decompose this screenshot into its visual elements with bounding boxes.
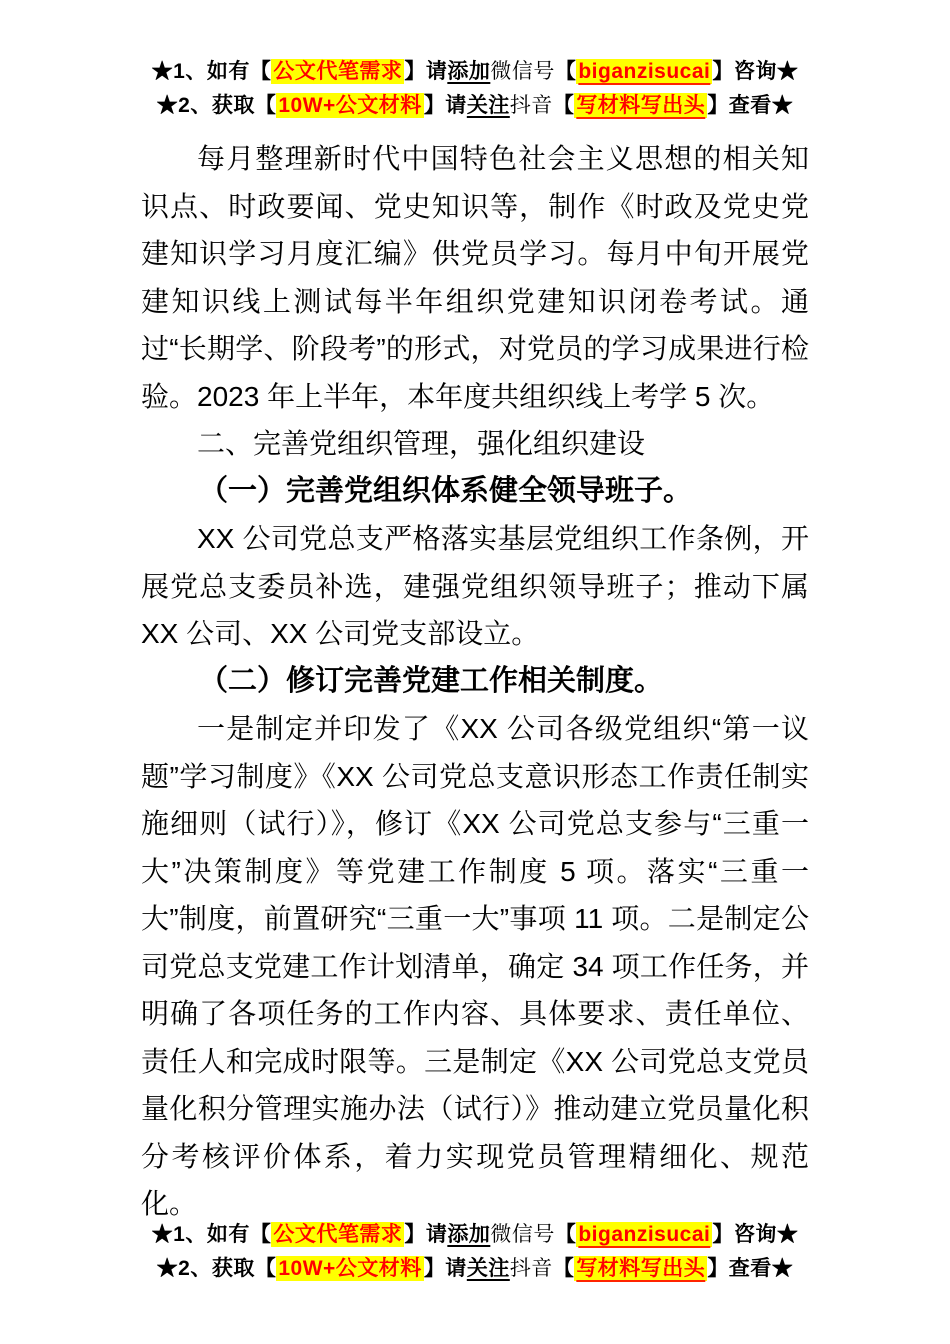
notice-segment: 添加 [447, 60, 491, 83]
section-heading-organization: 二、完善党组织管理，强化组织建设 [197, 428, 646, 459]
notice-segment: 关注 [466, 1257, 510, 1280]
notice-segment: 【 [554, 60, 577, 83]
notice-segment: ★2、获取【 [156, 1257, 277, 1280]
notice-segment: 】咨询★ [712, 60, 799, 83]
notice-segment: 【 [552, 1257, 575, 1280]
notice-segment: 】请 [423, 94, 467, 117]
notice-segment: 】请 [404, 60, 448, 83]
notice-segment: 】查看★ [707, 94, 794, 117]
notice-segment: 微信号 [490, 60, 555, 83]
subsection-heading-rules: （二）修订完善党建工作相关制度。 [199, 664, 664, 697]
notice-segment: 写材料写出头 [576, 1257, 706, 1280]
notice-segment: 关注 [466, 94, 510, 117]
subsection-heading-leadership: （一）完善党组织体系健全领导班子。 [199, 474, 693, 507]
notice-segment: ★2、获取【 [156, 94, 277, 117]
promo-footer [0, 1218, 950, 1286]
promo-header [0, 0, 950, 123]
notice-segment: 写材料写出头 [576, 94, 706, 117]
document-body [141, 135, 809, 1228]
notice-segment: 微信号 [490, 1223, 555, 1246]
notice-segment: 添加 [447, 1223, 491, 1246]
body-paragraph-leadership: XX 公司党总支严格落实基层党组织工作条例，开展党总支委员补选，建强党组织领导班子；推动下属 XX 公司、XX 公司党支部设立。 [141, 523, 809, 649]
notice-segment: 】请 [404, 1223, 448, 1246]
notice-segment: 】查看★ [707, 1257, 794, 1280]
body-paragraph-study: 每月整理新时代中国特色社会主义思想的相关知识点、时政要闻、党史知识等，制作《时政及党史党建知识学习月度汇编》供党员学习。每月中旬开展党建知识线上测试每半年组织党建知识闭卷考试。通过“长期学、阶段考”的形式，对党员的学习成果进行检验。2023 年上半年，本年度共组织线上考学 5 次。 [141, 143, 809, 412]
promo-header-line-1 [0, 55, 950, 89]
notice-segment: 公文代笔需求 [273, 60, 403, 83]
notice-segment: biganzisucai [578, 1223, 711, 1246]
notice-segment: 【 [552, 94, 575, 117]
promo-footer-line-1 [0, 1218, 950, 1252]
notice-segment: 】请 [423, 1257, 467, 1280]
notice-segment: 10W+公文材料 [278, 94, 422, 117]
promo-header-line-2 [0, 89, 950, 123]
notice-segment: 10W+公文材料 [278, 1257, 422, 1280]
notice-segment: ★1、如有【 [151, 1223, 272, 1246]
notice-segment: 抖音 [509, 94, 553, 117]
notice-segment: ★1、如有【 [151, 60, 272, 83]
body-paragraph-rules: 一是制定并印发了《XX 公司各级党组织“第一议题”学习制度》《XX 公司党总支意识形态工作责任制实施细则（试行）》，修订《XX 公司党总支参与“三重一大”决策制度》等党建工作制度 5 项。落实“三重一大”制度，前置研究“三重一大”事项 11 项。二是制定公司党总支党建工作计划清单，确定 34 项工作任务，并明确了各项任务的工作内容、具体要求、责任单位、责任人和完成时限等。三是制定《XX 公司党总支党员量化积分管理实施办法（试行）》推动建立党员量化积分考核评价体系，着力实现党员管理精细化、规范化。 [141, 713, 809, 1219]
notice-segment: 公文代笔需求 [273, 1223, 403, 1246]
promo-footer-line-2 [0, 1252, 950, 1286]
notice-segment: 抖音 [509, 1257, 553, 1280]
notice-segment: 】咨询★ [712, 1223, 799, 1246]
notice-segment: biganzisucai [578, 60, 711, 83]
notice-segment: 【 [554, 1223, 577, 1246]
